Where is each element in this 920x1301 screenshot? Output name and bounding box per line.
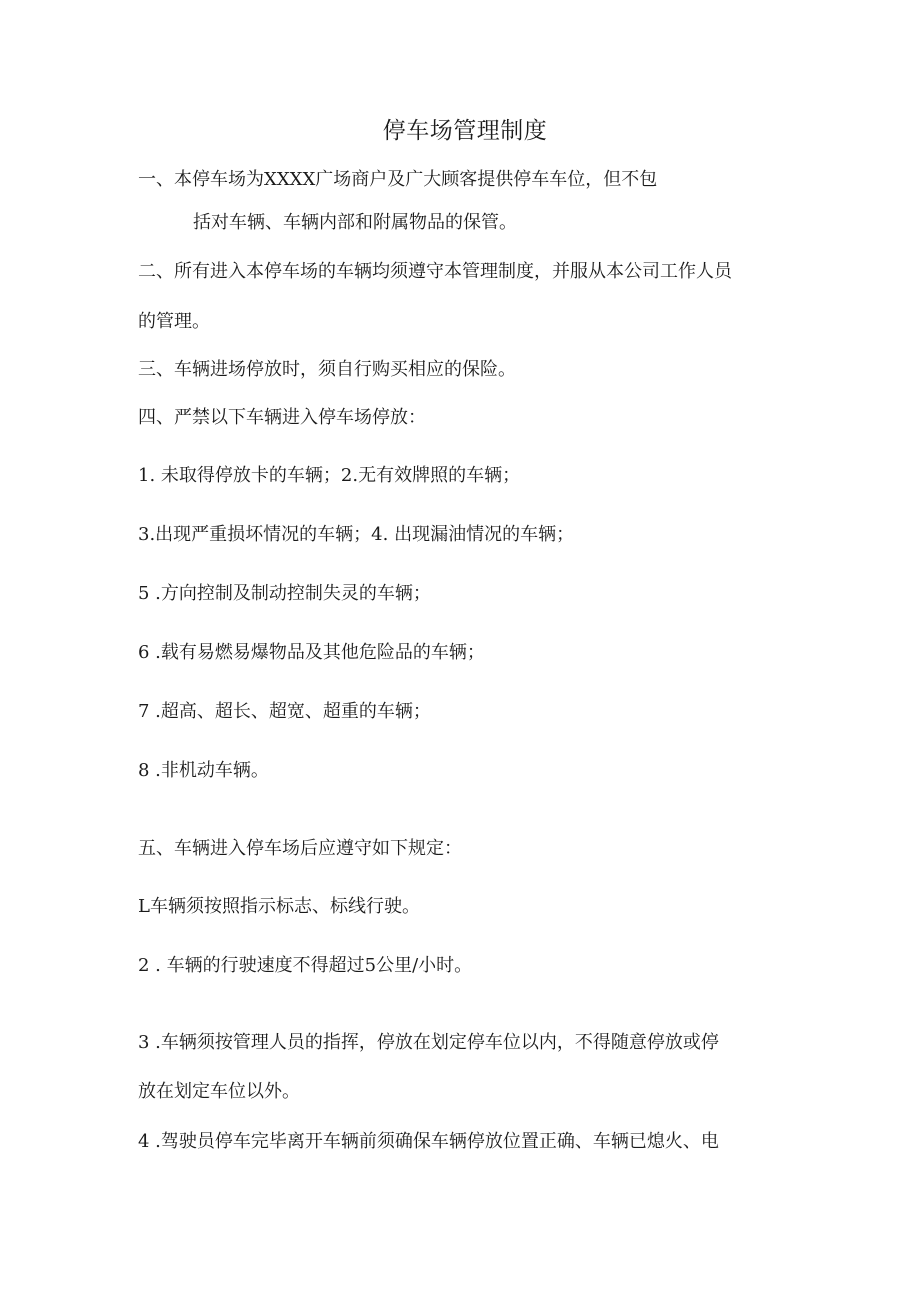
clause-1-line-1: 一、本停车场为XXXX广场商户及广大顾客提供停车车位，但不包 [138,169,658,190]
clause-4-item-1-2: 1. 未取得停放卡的车辆；2.无有效牌照的车辆； [138,465,521,486]
clause-4-item-5: 5 .方向控制及制动控制失灵的车辆； [138,583,431,604]
clause-5-item-4-line-1: 4 .驾驶员停车完毕离开车辆前须确保车辆停放位置正确、车辆已熄火、电 [138,1131,719,1152]
clause-4-item-8: 8 .非机动车辆。 [138,760,269,781]
clause-5-item-3-line-2: 放在划定车位以外。 [138,1081,300,1102]
clause-5-item-2: 2 . 车辆的行驶速度不得超过5公里/小时。 [138,955,473,976]
clause-2-line-2: 的管理。 [138,311,210,332]
clause-3: 三、车辆进场停放时，须自行购买相应的保险。 [138,359,516,380]
clause-2-line-1: 二、所有进入本停车场的车辆均须遵守本管理制度，并服从本公司工作人员 [138,261,732,282]
clause-5-item-3-line-1: 3 .车辆须按管理人员的指挥，停放在划定停车位以内，不得随意停放或停 [138,1032,719,1053]
clause-5: 五、车辆进入停车场后应遵守如下规定： [138,838,462,859]
clause-4-item-6: 6 .载有易燃易爆物品及其他危险品的车辆； [138,642,485,663]
clause-1-line-2: 括对车辆、车辆内部和附属物品的保管。 [193,212,517,233]
page-title: 停车场管理制度 [382,118,548,144]
clause-4: 四、严禁以下车辆进入停车场停放： [138,407,426,428]
clause-4-item-3-4: 3.出现严重损坏情况的车辆；4. 出现漏油情况的车辆； [138,524,575,545]
clause-4-item-7: 7 .超高、超长、超宽、超重的车辆； [138,701,431,722]
clause-5-item-1: L车辆须按照指示标志、标线行驶。 [138,896,420,917]
